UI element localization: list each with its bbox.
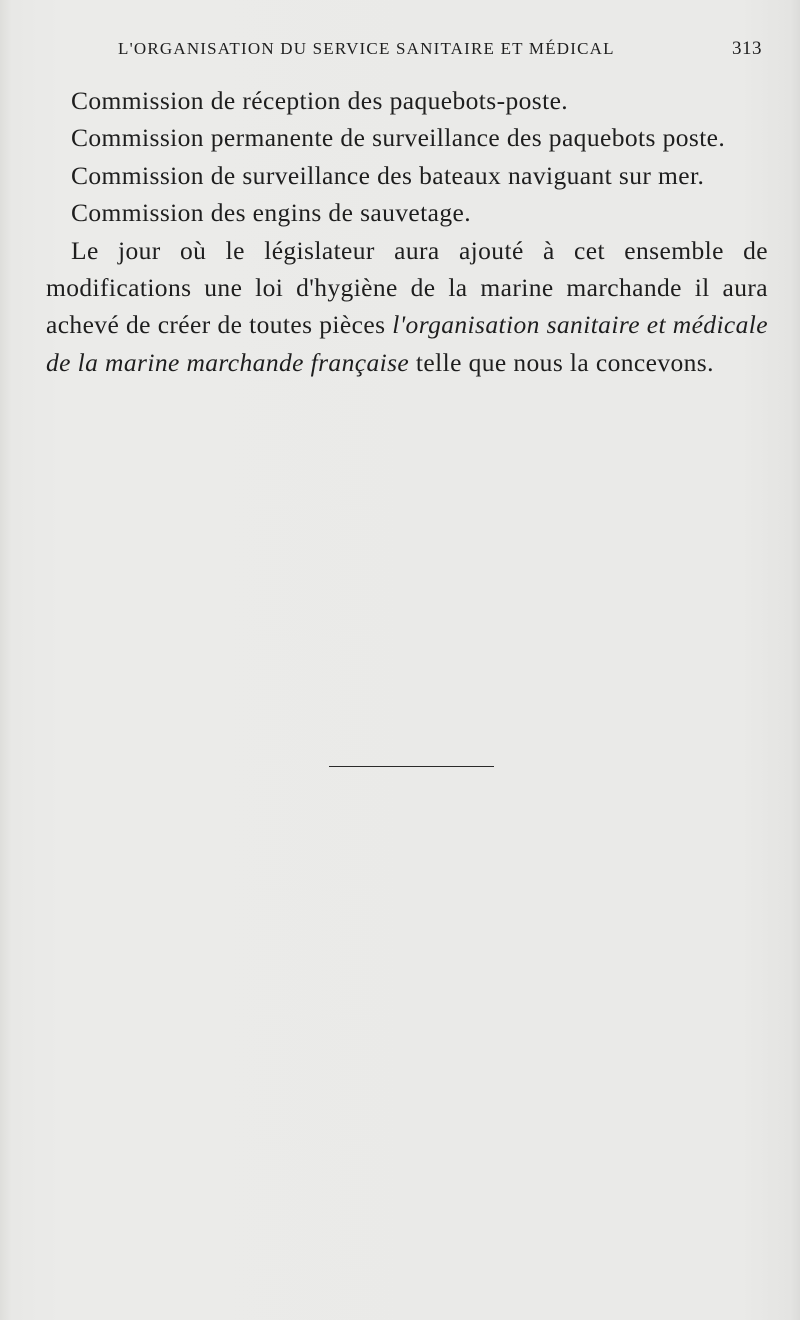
running-title: L'ORGANISATION DU SERVICE SANITAIRE ET MÉDICAL xyxy=(118,39,615,58)
paragraph-commission-surveillance: Commission de surveillance des bateaux naviguant sur mer. xyxy=(71,160,705,190)
paragraph-conclusion xyxy=(46,232,768,382)
conclusion-text-start: Le jour où le législateur aura ajouté à cet ensemble de modifications une loi d'hygiène de la marine marchande il aura achevé de créer de toutes pièces xyxy=(46,235,768,340)
conclusion-italic-phrase: l'organisation sanitaire et médicale de la marine marchande française xyxy=(46,310,768,377)
page-number: 313 xyxy=(732,38,762,59)
end-rule xyxy=(329,766,494,767)
paragraph-commission-permanente: Commission permanente de surveillance des paquebots poste. xyxy=(71,123,726,153)
paragraph-commission-engins: Commission des engins de sauvetage. xyxy=(71,198,471,228)
conclusion-text-end: telle que nous la concevons. xyxy=(409,347,714,377)
running-head xyxy=(118,38,762,64)
paragraph-commission-reception: Commission de réception des paquebots-poste. xyxy=(71,86,569,115)
body-text xyxy=(46,82,768,381)
